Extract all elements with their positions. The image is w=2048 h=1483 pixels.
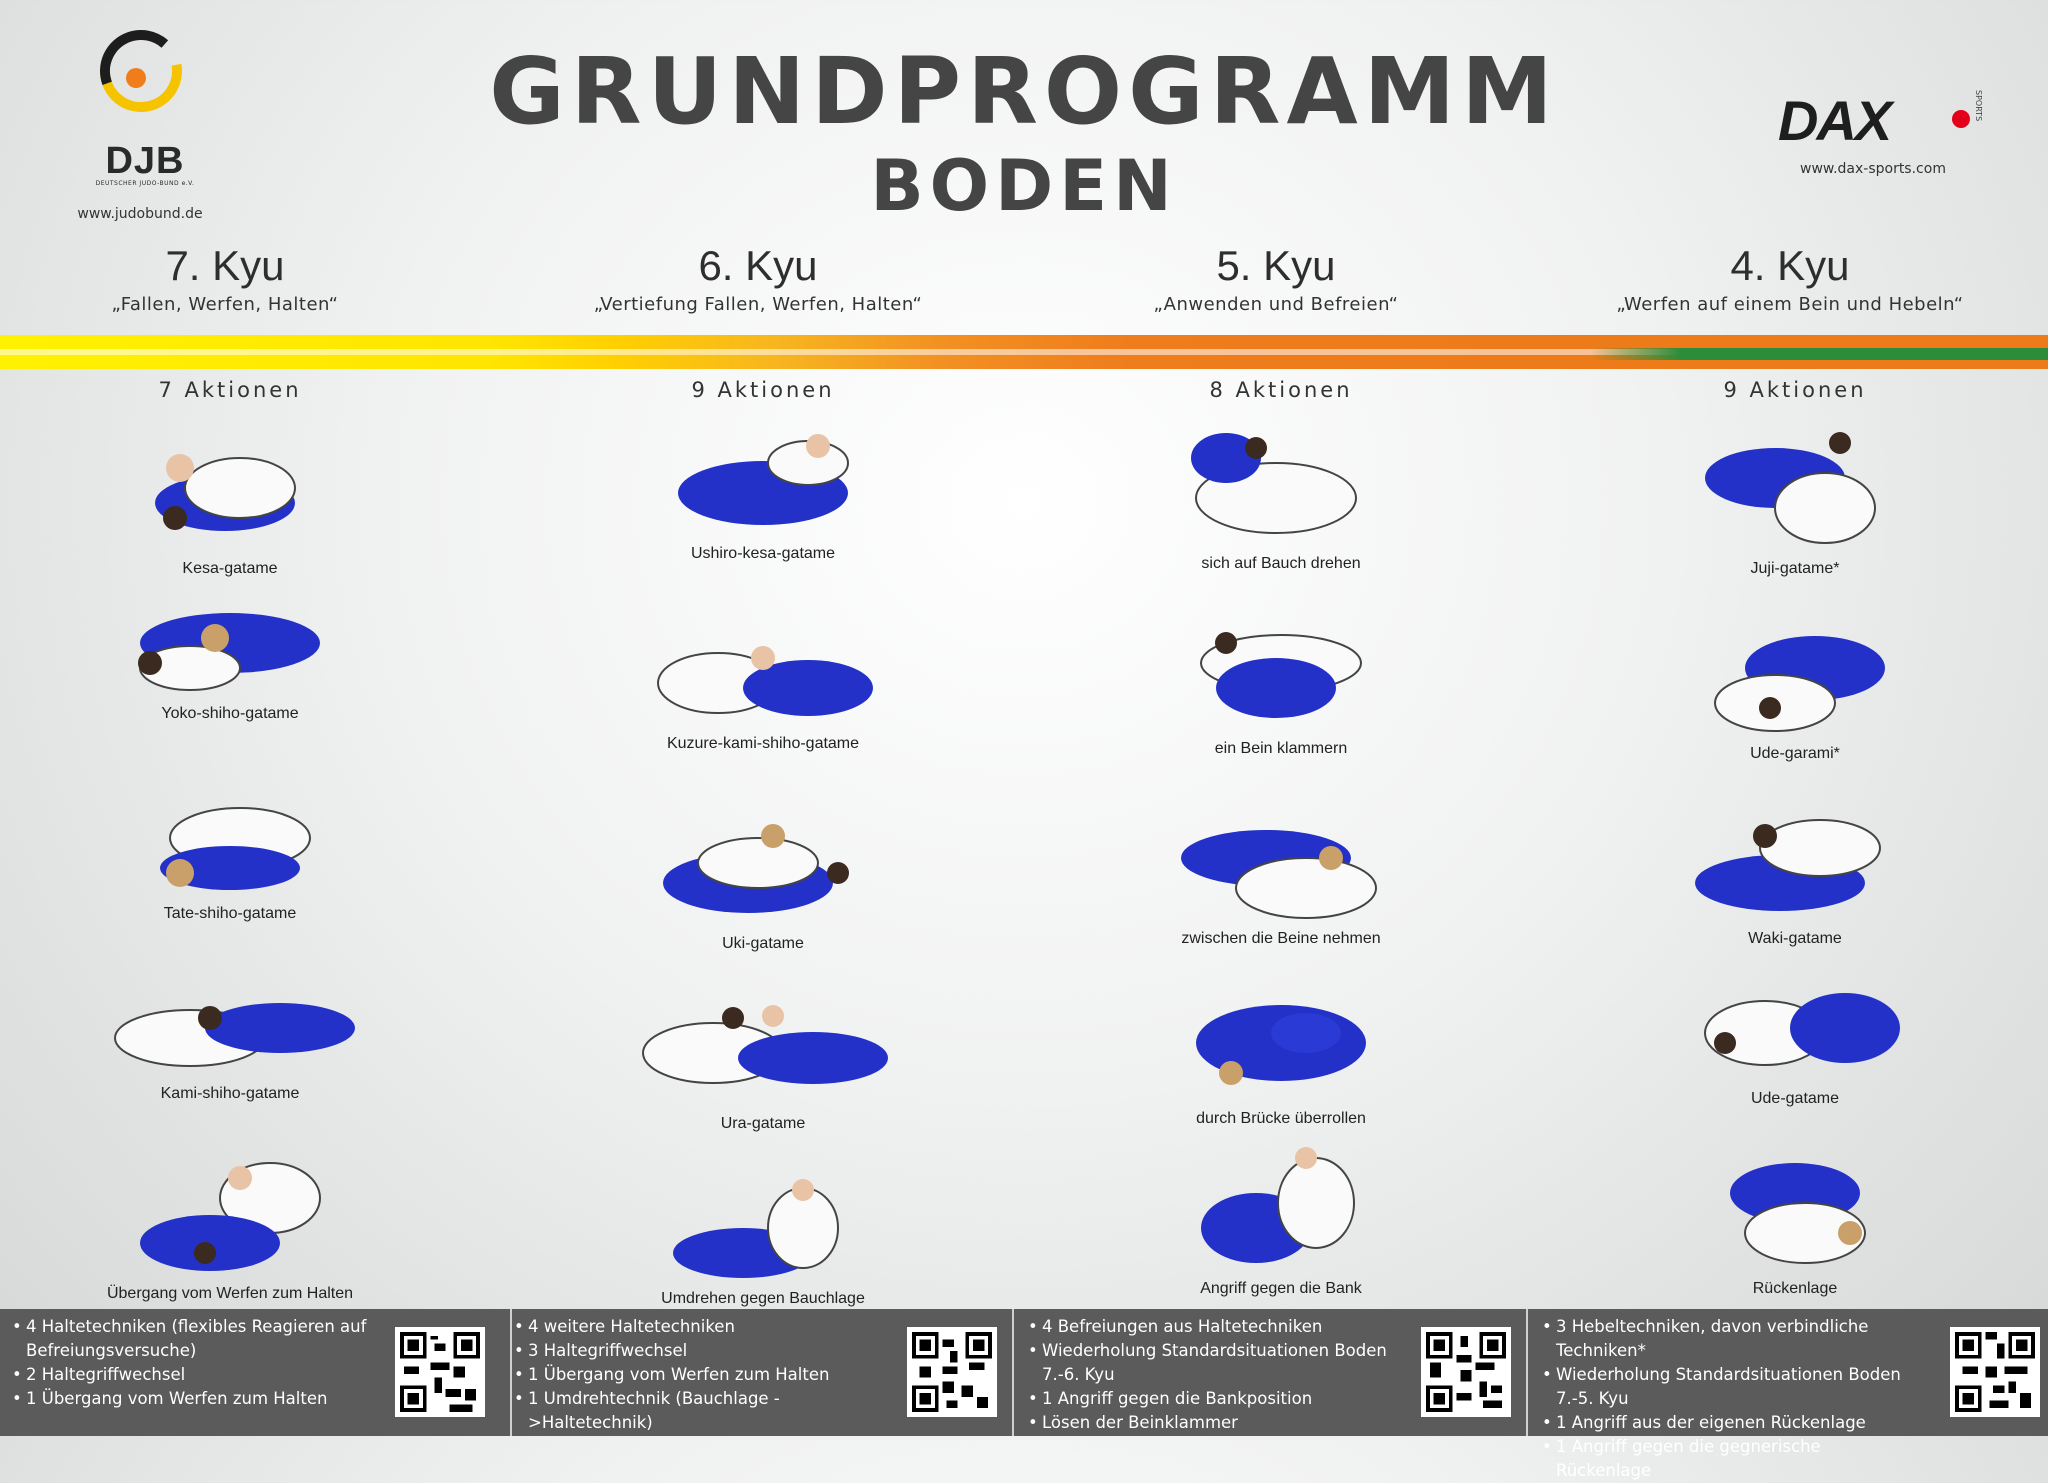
footer-list	[514, 1315, 884, 1435]
dax-logo-dot-icon	[1952, 110, 1970, 128]
dax-logo-name: DAX	[1778, 89, 1891, 152]
action-count: 8 Aktionen	[1209, 378, 1353, 402]
footer-item: • 1 Übergang vom Werfen zum Halten	[514, 1363, 884, 1387]
judo-pair-illustration-icon	[1680, 808, 1910, 928]
kyu-title: 7. Kyu	[165, 242, 285, 289]
page-subtitle: BODEN	[870, 145, 1178, 227]
technique-label: ein Bein klammern	[1214, 740, 1348, 757]
qr-code[interactable]	[907, 1327, 997, 1417]
footer-item: • Wiederholung Standardsituationen Boden 7.-5. Kyu	[1542, 1363, 1912, 1411]
footer-item: • 2 Haltegriffwechsel	[12, 1363, 382, 1387]
footer-list	[12, 1315, 382, 1411]
footer-column-6-kyu	[502, 1309, 1014, 1436]
footer-item: • Lösen der Beinklammer	[1028, 1411, 1398, 1435]
footer-item: • 1 Umdrehtechnik (Bauchlage ->Haltetechnik)	[514, 1387, 884, 1435]
technique-label: durch Brücke überrollen	[1196, 1110, 1366, 1127]
footer-item: • 1 Angriff gegen die gegnerische Rückenlage	[1542, 1435, 1912, 1483]
judo-pair-illustration-icon	[1176, 988, 1386, 1108]
technique-card[interactable]	[633, 1178, 893, 1308]
judo-pair-illustration-icon	[1181, 618, 1381, 738]
dax-logo[interactable]	[1778, 88, 1983, 152]
kyu-motto: „Fallen, Werfen, Halten“	[111, 294, 339, 315]
technique-card[interactable]	[633, 998, 893, 1133]
judo-pair-illustration-icon	[1705, 1143, 1885, 1278]
technique-label: Rückenlage	[1752, 1280, 1838, 1297]
technique-label: Ura-gatame	[720, 1115, 806, 1132]
judo-pair-illustration-icon	[1695, 978, 1895, 1088]
footer-item: • 1 Angriff gegen die Bankposition	[1028, 1387, 1398, 1411]
technique-card[interactable]	[100, 988, 360, 1103]
column-6-kyu	[548, 378, 978, 1313]
column-4-kyu	[1580, 378, 2010, 1313]
action-count: 9 Aktionen	[691, 378, 835, 402]
footer-column-7-kyu	[0, 1309, 512, 1436]
footer-item: • 4 Haltetechniken (flexibles Reagieren auf Befreiungsversuche)	[12, 1315, 382, 1363]
column-7-kyu	[15, 378, 445, 1313]
technique-label: Yoko-shiho-gatame	[161, 705, 299, 722]
technique-label: sich auf Bauch drehen	[1201, 555, 1361, 572]
qr-code[interactable]	[1950, 1327, 2040, 1417]
footer-item: • Wiederholung Standardsituationen Boden 7.-6. Kyu	[1028, 1339, 1398, 1387]
technique-label: Tate-shiho-gatame	[163, 905, 297, 922]
footer-item: • 1 Übergang vom Werfen zum Halten	[12, 1387, 382, 1411]
technique-card[interactable]	[1665, 978, 1925, 1108]
kyu-title: 5. Kyu	[1216, 242, 1336, 289]
qr-code-icon	[912, 1332, 992, 1412]
footer-item: • 1 Angriff aus der eigenen Rückenlage	[1542, 1411, 1912, 1435]
kyu-heading-4	[1580, 242, 2000, 315]
technique-card[interactable]	[1151, 818, 1411, 948]
judo-pair-illustration-icon	[1695, 623, 1895, 743]
qr-code-icon	[1426, 1332, 1506, 1412]
judo-pair-illustration-icon	[1176, 428, 1386, 553]
technique-card[interactable]	[1151, 1143, 1411, 1298]
technique-label: Juji-gatame*	[1750, 560, 1840, 577]
djb-logo-subtitle: DEUTSCHER JUDO-BUND e.V.	[95, 180, 195, 187]
kyu-heading-7	[15, 242, 435, 315]
technique-card[interactable]	[1665, 1143, 1925, 1298]
technique-label: Waki-gatame	[1748, 930, 1842, 947]
kyu-motto: „Vertiefung Fallen, Werfen, Halten“	[593, 294, 923, 315]
technique-card[interactable]	[1665, 623, 1925, 763]
dax-logo-subtitle: SPORTS	[1974, 90, 1983, 122]
kyu-title: 6. Kyu	[698, 242, 818, 289]
technique-card[interactable]	[1665, 808, 1925, 948]
technique-label: Übergang vom Werfen zum Halten	[106, 1285, 354, 1302]
judo-pair-illustration-icon	[648, 633, 878, 733]
qr-code[interactable]	[1421, 1327, 1511, 1417]
kyu-title: 4. Kyu	[1730, 242, 1850, 289]
footer-column-5-kyu	[1016, 1309, 1528, 1436]
judo-pair-illustration-icon	[1695, 423, 1895, 558]
footer-item: • 3 Haltegriffwechsel	[514, 1339, 884, 1363]
action-count: 7 Aktionen	[158, 378, 302, 402]
judo-pair-illustration-icon	[135, 428, 325, 558]
footer-item: • 4 Befreiungen aus Haltetechniken	[1028, 1315, 1398, 1339]
judo-pair-illustration-icon	[120, 593, 340, 703]
footer-list	[1542, 1315, 1912, 1483]
technique-label: Ude-garami*	[1750, 745, 1840, 762]
technique-label: Uki-gatame	[722, 935, 804, 952]
technique-card[interactable]	[1665, 423, 1925, 578]
judo-pair-illustration-icon	[1186, 1143, 1376, 1278]
technique-label: Ushiro-kesa-gatame	[690, 545, 836, 562]
technique-label: Kuzure-kami-shiho-gatame	[666, 735, 860, 752]
kyu-motto: „Anwenden und Befreien“	[1153, 294, 1399, 315]
judo-pair-illustration-icon	[1166, 818, 1396, 928]
judo-pair-illustration-icon	[130, 1153, 330, 1283]
judo-pair-illustration-icon	[658, 428, 868, 543]
judo-pair-illustration-icon	[648, 818, 878, 933]
technique-label: Angriff gegen die Bank	[1200, 1280, 1362, 1297]
dax-url-link[interactable]: www.dax-sports.com	[1800, 161, 1946, 177]
technique-label: Kami-shiho-gatame	[160, 1085, 300, 1102]
djb-url-link[interactable]: www.judobund.de	[77, 206, 203, 222]
qr-code-icon	[1955, 1332, 2035, 1412]
judo-pair-illustration-icon	[100, 988, 360, 1083]
action-count: 9 Aktionen	[1723, 378, 1867, 402]
belt-color-band-green	[1590, 348, 2048, 360]
technique-card[interactable]	[633, 633, 893, 753]
footer-item: • 4 weitere Haltetechniken	[514, 1315, 884, 1339]
page-title: GRUNDPROGRAMM	[489, 38, 1559, 145]
technique-card[interactable]	[1151, 988, 1411, 1128]
technique-card[interactable]	[100, 428, 360, 578]
kyu-motto: „Werfen auf einem Bein und Hebeln“	[1616, 294, 1964, 315]
footer-item: • 3 Hebeltechniken, davon verbindliche Techniken*	[1542, 1315, 1912, 1363]
technique-card[interactable]	[100, 1153, 360, 1303]
technique-card[interactable]	[100, 593, 360, 723]
judo-pair-illustration-icon	[663, 1178, 863, 1288]
djb-logo-name: DJB	[105, 140, 185, 182]
technique-card[interactable]	[633, 428, 893, 563]
footer-column-4-kyu	[1530, 1309, 2048, 1480]
technique-card[interactable]	[1151, 428, 1411, 573]
technique-card[interactable]	[100, 793, 360, 923]
qr-code[interactable]	[395, 1327, 485, 1417]
technique-label: Kesa-gatame	[182, 560, 278, 577]
judo-pair-illustration-icon	[130, 793, 330, 903]
qr-code-icon	[400, 1332, 480, 1412]
technique-card[interactable]	[633, 818, 893, 953]
technique-label: Ude-gatame	[1750, 1090, 1840, 1107]
column-5-kyu	[1066, 378, 1496, 1313]
technique-card[interactable]	[1151, 618, 1411, 758]
technique-label: zwischen die Beine nehmen	[1181, 930, 1381, 947]
footer-summary	[0, 1309, 2048, 1480]
kyu-heading-5	[1066, 242, 1486, 315]
technique-label: Umdrehen gegen Bauchlage	[661, 1290, 865, 1307]
kyu-heading-6	[548, 242, 968, 315]
footer-list	[1028, 1315, 1398, 1435]
judo-pair-illustration-icon	[633, 998, 893, 1113]
